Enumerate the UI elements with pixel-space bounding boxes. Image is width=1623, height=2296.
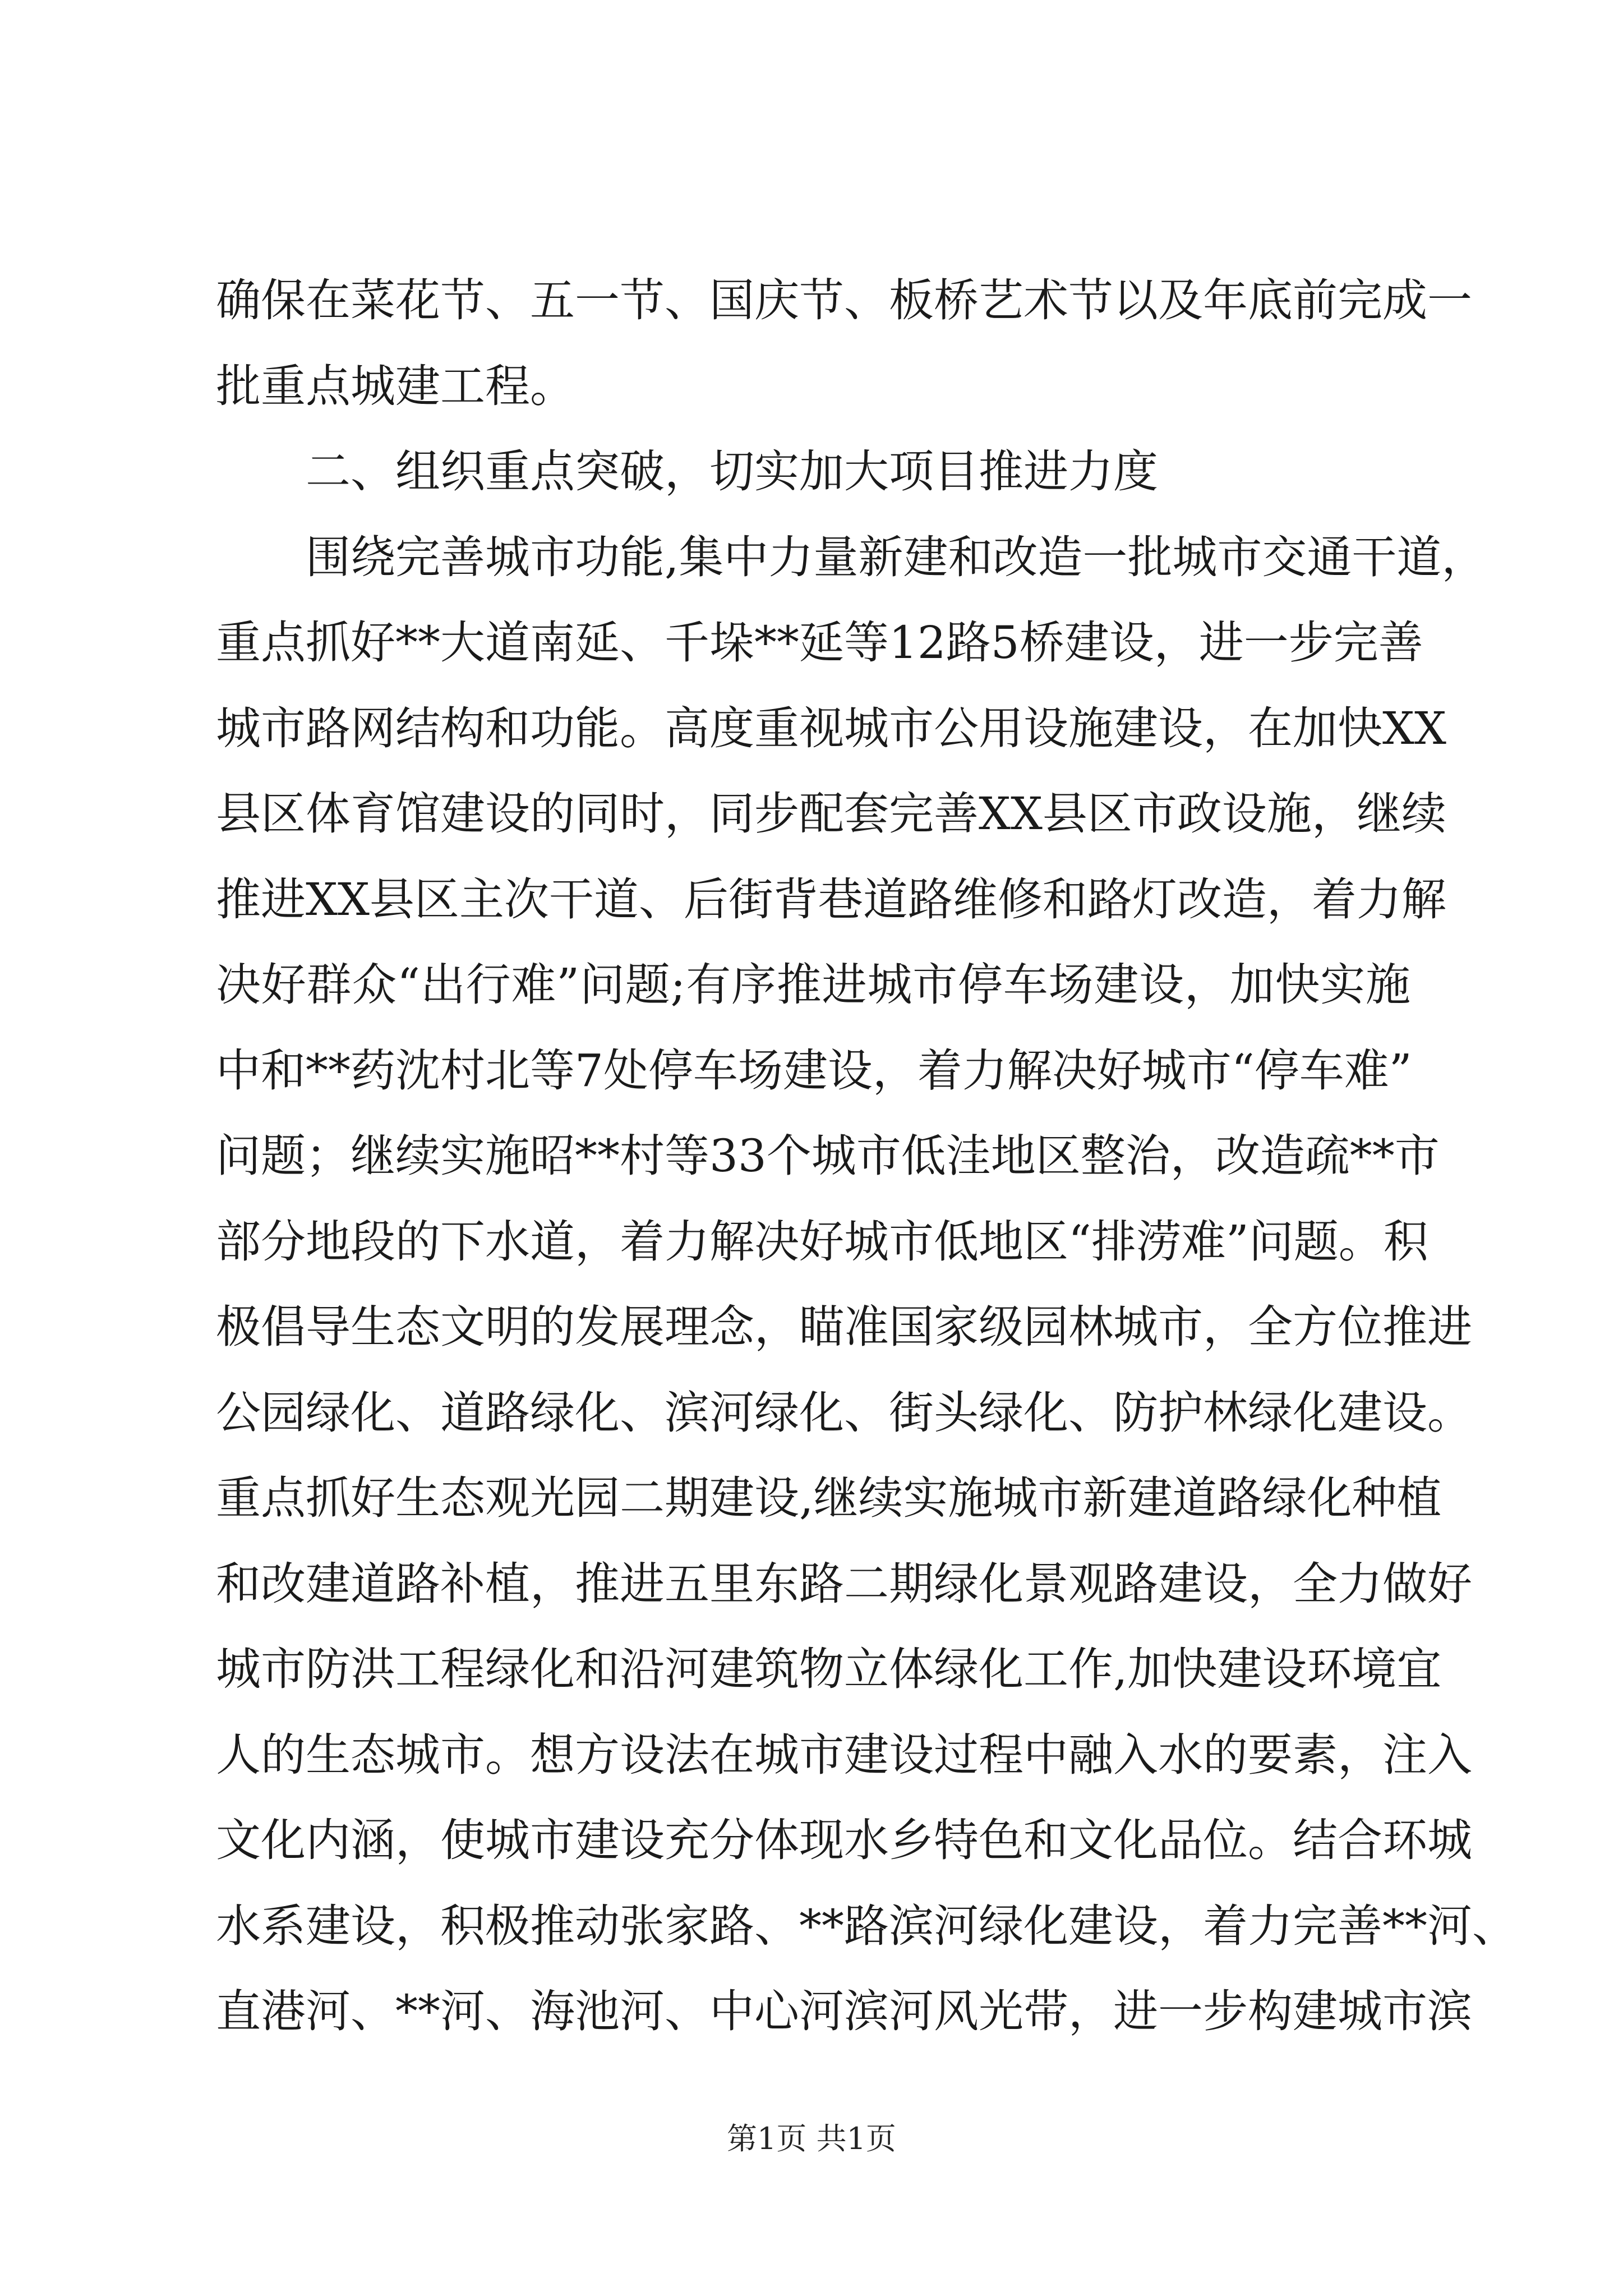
text-line: 水系建设，积极推动张家路、**路滨河绿化建设，着力完善**河、 [216, 1899, 1517, 1952]
text-line: 推进XX县区主次干道、后街背巷道路维修和路灯改造，着力解 [216, 873, 1446, 926]
text-line: 直港河、**河、海池河、中心河滨河风光带，进一步构建城市滨 [216, 1985, 1472, 2037]
text-line: 极倡导生态文明的发展理念，瞄准国家级园林城市，全方位推进 [216, 1301, 1472, 1353]
text-line: 批重点城建工程。 [216, 360, 575, 412]
text-line: 文化内涵，使城市建设充分体现水乡特色和文化品位。结合环城 [216, 1814, 1472, 1866]
document-body [216, 258, 1517, 2055]
text-line: 决好群众“出行难”问题;有序推进城市停车场建设，加快实施 [216, 959, 1410, 1011]
text-line: 重点抓好**大道南延、千垛**延等12路5桥建设，进一步完善 [216, 616, 1423, 669]
text-line: 重点抓好生态观光园二期建设,继续实施城市新建道路绿化种植 [216, 1472, 1442, 1524]
section-heading: 二、组织重点突破，切实加大项目推进力度 [306, 445, 1158, 498]
text-line: 和改建道路补植，推进五里东路二期绿化景观路建设，全力做好 [216, 1557, 1472, 1610]
text-line: 人的生态城市。想方设法在城市建设过程中融入水的要素，注入 [216, 1728, 1472, 1781]
text-line: 城市防洪工程绿化和沿河建筑物立体绿化工作,加快建设环境宜 [216, 1643, 1442, 1695]
text-line: 公园绿化、道路绿化、滨河绿化、街头绿化、防护林绿化建设。 [216, 1386, 1472, 1439]
text-line: 县区体育馆建设的同时，同步配套完善XX县区市政设施，继续 [216, 788, 1446, 840]
text-line: 中和**药沈村北等7处停车场建设，着力解决好城市“停车难” [216, 1044, 1412, 1097]
text-line: 问题；继续实施昭**村等33个城市低洼地区整治，改造疏**市 [216, 1130, 1440, 1182]
text-line: 城市路网结构和功能。高度重视城市公用设施建设，在加快XX [216, 702, 1446, 754]
page-number-footer: 第1页 共1页 [727, 2121, 896, 2156]
text-line: 围绕完善城市功能,集中力量新建和改造一批城市交通干道， [306, 531, 1487, 583]
text-line: 部分地段的下水道，着力解决好城市低地区“排涝难”问题。积 [216, 1215, 1428, 1268]
text-line: 确保在菜花节、五一节、国庆节、板桥艺术节以及年底前完成一 [216, 274, 1472, 326]
